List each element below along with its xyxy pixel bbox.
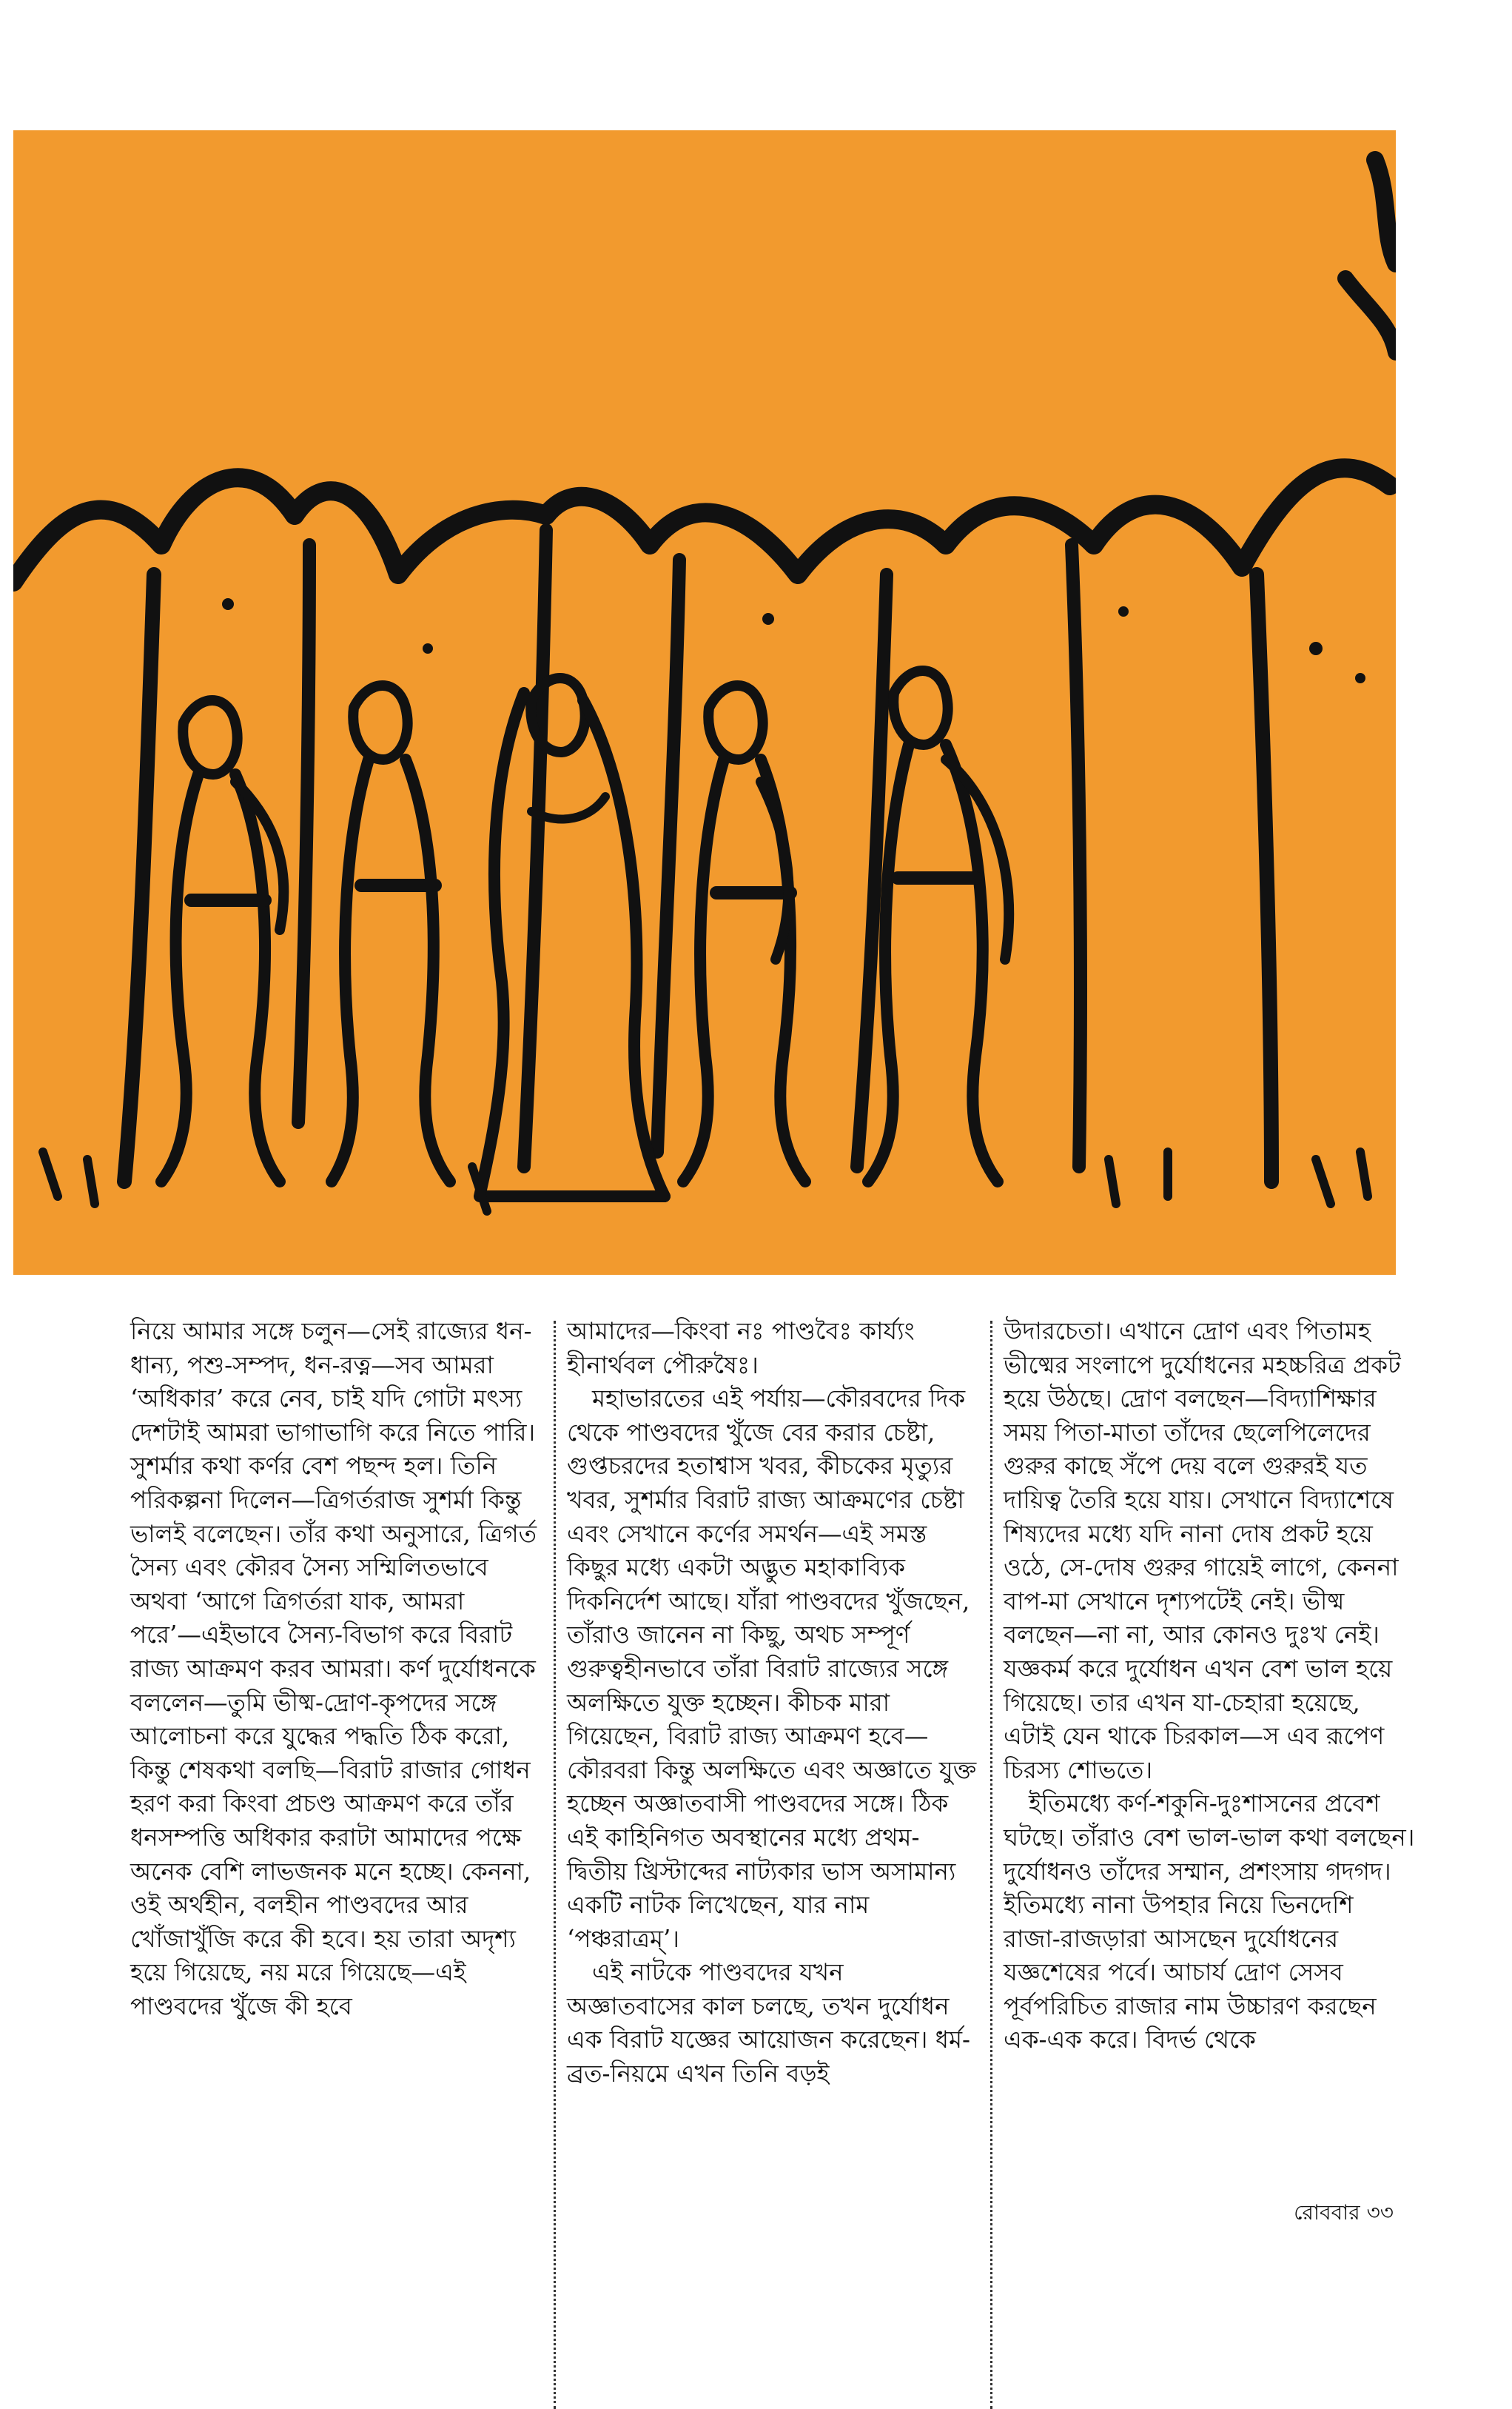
paragraph: মহাভারতের এই পর্যায়—কৌরবদের দিক থেকে পাণ্ডবদের খুঁজে বের করার চেষ্টা, গুপ্তচরদের হতাশ্বাস খবর, কীচকের মৃত্যুর খবর, সুশর্মার বিরাট রাজ্য আক্রমণের চেষ্টা এবং সেখানে কর্ণের সমর্থন—এই সমস্ত কিছুর মধ্যে একটা অদ্ভুত মহাকাব্যিক দিকনির্দেশ আছে। যাঁরা পাণ্ডবদের খুঁজছেন, তাঁরাও জানেন না কিছু, অথচ সম্পূর্ণ গুরুত্বহীনভাবে তাঁরা বিরাট রাজ্যের সঙ্গে অলক্ষিতে যুক্ত হচ্ছেন। কীচক মারা গিয়েছেন, বিরাট রাজ্য আক্রমণ হবে—কৌরবরা কিন্তু অলক্ষিতে এবং অজ্ঞাতে যুক্ত হচ্ছেন অজ্ঞাতবাসী পাণ্ডবদের সঙ্গে। ঠিক এই কাহিনিগত অবস্থানের মধ্যে প্রথম-দ্বিতীয় খ্রিস্টাব্দের নাট্যকার ভাস অসামান্য একটি নাটক লিখেছেন, যার নাম ‘পঞ্চরাত্রম্’। <box>567 1384 977 1953</box>
paragraph: এই নাটকে পাণ্ডবদের যখন অজ্ঞাতবাসের কাল চলছে, তখন দুর্যোধন এক বিরাট যজ্ঞের আয়োজন করেছেন। ধর্ম-ব্রত-নিয়মে এখন তিনি বড়ই <box>567 1958 970 2088</box>
paragraph: ইতিমধ্যে কর্ণ-শকুনি-দুঃশাসনের প্রবেশ ঘটছে। তাঁরাও বেশ ভাল-ভাল কথা বলছেন। দুর্যোধনও তাঁদের সম্মান, প্রশংসায় গদগদ। ইতিমধ্যে নানা উপহার নিয়ে ভিনদেশি রাজা-রাজড়ারা আসছেন দুর্যোধনের যজ্ঞশেষের পর্বে। আচার্য দ্রোণ সেসব পূর্বপরিচিত রাজার নাম উচ্চারণ করছেন এক-এক করে। বিদর্ভ থেকে <box>1004 1789 1415 2054</box>
text-column-3 <box>1004 1315 1415 2057</box>
text-column-1 <box>130 1315 542 2023</box>
paragraph: আমাদের—কিংবা নঃ পাণ্ডবৈঃ কার্য্যং হীনার্থবল পৌরুষৈঃ। <box>567 1317 915 1379</box>
illustration-panel <box>13 130 1396 1275</box>
column-divider <box>990 1321 992 2409</box>
text-column-2 <box>567 1315 978 2091</box>
page-folio: রোববার ৩৩ <box>1294 2200 1394 2225</box>
column-divider <box>554 1321 556 2409</box>
paragraph: উদারচেতা। এখানে দ্রোণ এবং পিতামহ ভীষ্মের সংলাপে দুর্যোধনের মহচ্চরিত্র প্রকট হয়ে উঠছে। দ্রোণ বলছেন—বিদ্যাশিক্ষার সময় পিতা-মাতা তাঁদের ছেলেপিলেদের গুরুর কাছে সঁপে দেয় বলে গুরুরই যত দায়িত্ব তৈরি হয়ে যায়। সেখানে বিদ্যাশেষে শিষ্যদের মধ্যে যদি নানা দোষ প্রকট হয়ে ওঠে, সে-দোষ গুরুর গায়েই লাগে, কেননা বাপ-মা সেখানে দৃশ্যপটেই নেই। ভীষ্ম বলছেন—না না, আর কোনও দুঃখ নেই। যজ্ঞকর্ম করে দুর্যোধন এখন বেশ ভাল হয়ে গিয়েছে। তার এখন যা-চেহারা হয়েছে, এটাই যেন থাকে চিরকাল—স এব রূপেণ চিরস্য শোভতে। <box>1004 1317 1401 1784</box>
walking-figures-illustration <box>13 130 1396 1275</box>
paragraph: নিয়ে আমার সঙ্গে চলুন—সেই রাজ্যের ধন-ধান্য, পশু-সম্পদ, ধন-রত্ন—সব আমরা ‘অধিকার’ করে নেব, চাই যদি গোটা মৎস্য দেশটাই আমরা ভাগাভাগি করে নিতে পারি। সুশর্মার কথা কর্ণর বেশ পছন্দ হল। তিনি পরিকল্পনা দিলেন—ত্রিগর্তরাজ সুশর্মা কিন্তু ভালই বলেছেন। তাঁর কথা অনুসারে, ত্রিগর্ত সৈন্য এবং কৌরব সৈন্য সম্মিলিতভাবে অথবা ‘আগে ত্রিগর্তরা যাক, আমরা পরে’—এইভাবে সৈন্য-বিভাগ করে বিরাট রাজ্য আক্রমণ করব আমরা। কর্ণ দুর্যোধনকে বললেন—তুমি ভীষ্ম-দ্রোণ-কৃপদের সঙ্গে আলোচনা করে যুদ্ধের পদ্ধতি ঠিক করো, কিন্তু শেষকথা বলছি—বিরাট রাজার গোধন হরণ করা কিংবা প্রচণ্ড আক্রমণ করে তাঁর ধনসম্পত্তি অধিকার করাটা আমাদের পক্ষে অনেক বেশি লাভজনক মনে হচ্ছে। কেননা, ওই অর্থহীন, বলহীন পাণ্ডবদের আর খোঁজাখুঁজি করে কী হবে। হয় তারা অদৃশ্য হয়ে গিয়েছে, নয় মরে গিয়েছে—এই পাণ্ডবদের খুঁজে কী হবে <box>130 1317 537 2020</box>
